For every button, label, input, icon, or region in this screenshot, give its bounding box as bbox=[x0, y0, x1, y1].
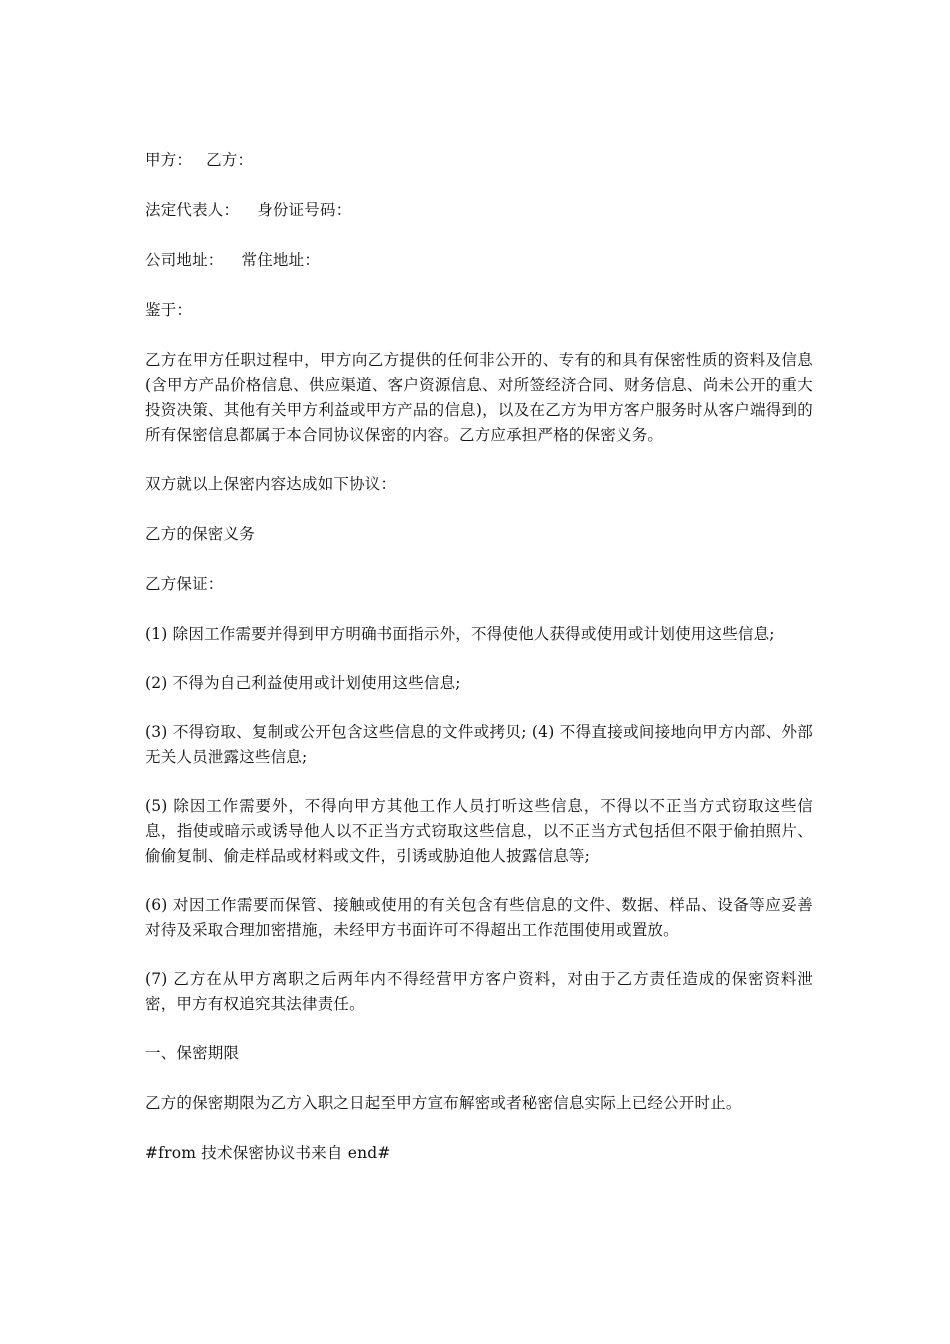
clause-item: (2) 不得为自己利益使用或计划使用这些信息; bbox=[145, 674, 461, 692]
intro-paragraph: 乙方在甲方任职过程中，甲方向乙方提供的任何非公开的、专有的和具有保密性质的资料及信息(含甲方产品价格信息、供应渠道、客户资源信息、对所签经济合同、财务信息、尚未公开的重大投资决策、其他有关甲方利益或甲方产品的信息)，以及在乙方为甲方客户服务时从客户端得到的所有保密信息都属于本合同协议保密的内容。乙方应承担严格的保密义务。 bbox=[145, 351, 813, 444]
agreement-line: 双方就以上保密内容达成如下协议： bbox=[145, 475, 397, 493]
section-title: 一、保密期限 bbox=[145, 1044, 240, 1062]
party-line bbox=[145, 148, 813, 173]
legal-rep-label: 法定代表人： bbox=[145, 201, 240, 219]
clause-item: (7) 乙方在从甲方离职之后两年内不得经营甲方客户资料，对由于乙方责任造成的保密资料泄密，甲方有权追究其法律责任。 bbox=[145, 970, 813, 1013]
section-text: 乙方的保密期限为乙方入职之日起至甲方宣布解密或者秘密信息实际上已经公开时止。 bbox=[145, 1094, 742, 1112]
clause-item: (5) 除因工作需要外，不得向甲方其他工作人员打听这些信息，不得以不正当方式窃取这些信息，指使或暗示或诱导他人以不正当方式窃取这些信息，以不正当方式包括但不限于偷拍照片、偷偷复制、偷走样品或材料或文件，引诱或胁迫他人披露信息等; bbox=[145, 797, 813, 865]
duty-title: 乙方的保密义务 bbox=[145, 525, 255, 543]
home-address-label: 常住地址： bbox=[241, 251, 321, 269]
whereas-heading: 鉴于： bbox=[145, 301, 193, 319]
clause-item: (6) 对因工作需要而保管、接触或使用的有关包含有些信息的文件、数据、样品、设备等应妥善对待及采取合理加密措施，未经甲方书面许可不得超出工作范围使用或置放。 bbox=[145, 896, 813, 939]
document-page bbox=[145, 148, 813, 1191]
party-b-label: 乙方： bbox=[206, 151, 254, 169]
clause-item: (1) 除因工作需要并得到甲方明确书面指示外，不得使他人获得或使用或计划使用这些信息; bbox=[145, 625, 775, 643]
representative-line bbox=[145, 198, 813, 223]
id-number-label: 身份证号码： bbox=[257, 201, 352, 219]
guarantee-heading: 乙方保证： bbox=[145, 575, 224, 593]
clause-item: (3) 不得窃取、复制或公开包含这些信息的文件或拷贝; (4) 不得直接或间接地向甲方内部、外部无关人员泄露这些信息; bbox=[145, 723, 813, 766]
footer-note: #from 技术保密协议书来自 end# bbox=[145, 1144, 391, 1162]
party-a-label: 甲方： bbox=[145, 151, 193, 169]
company-address-label: 公司地址： bbox=[145, 251, 224, 269]
address-line bbox=[145, 248, 813, 273]
